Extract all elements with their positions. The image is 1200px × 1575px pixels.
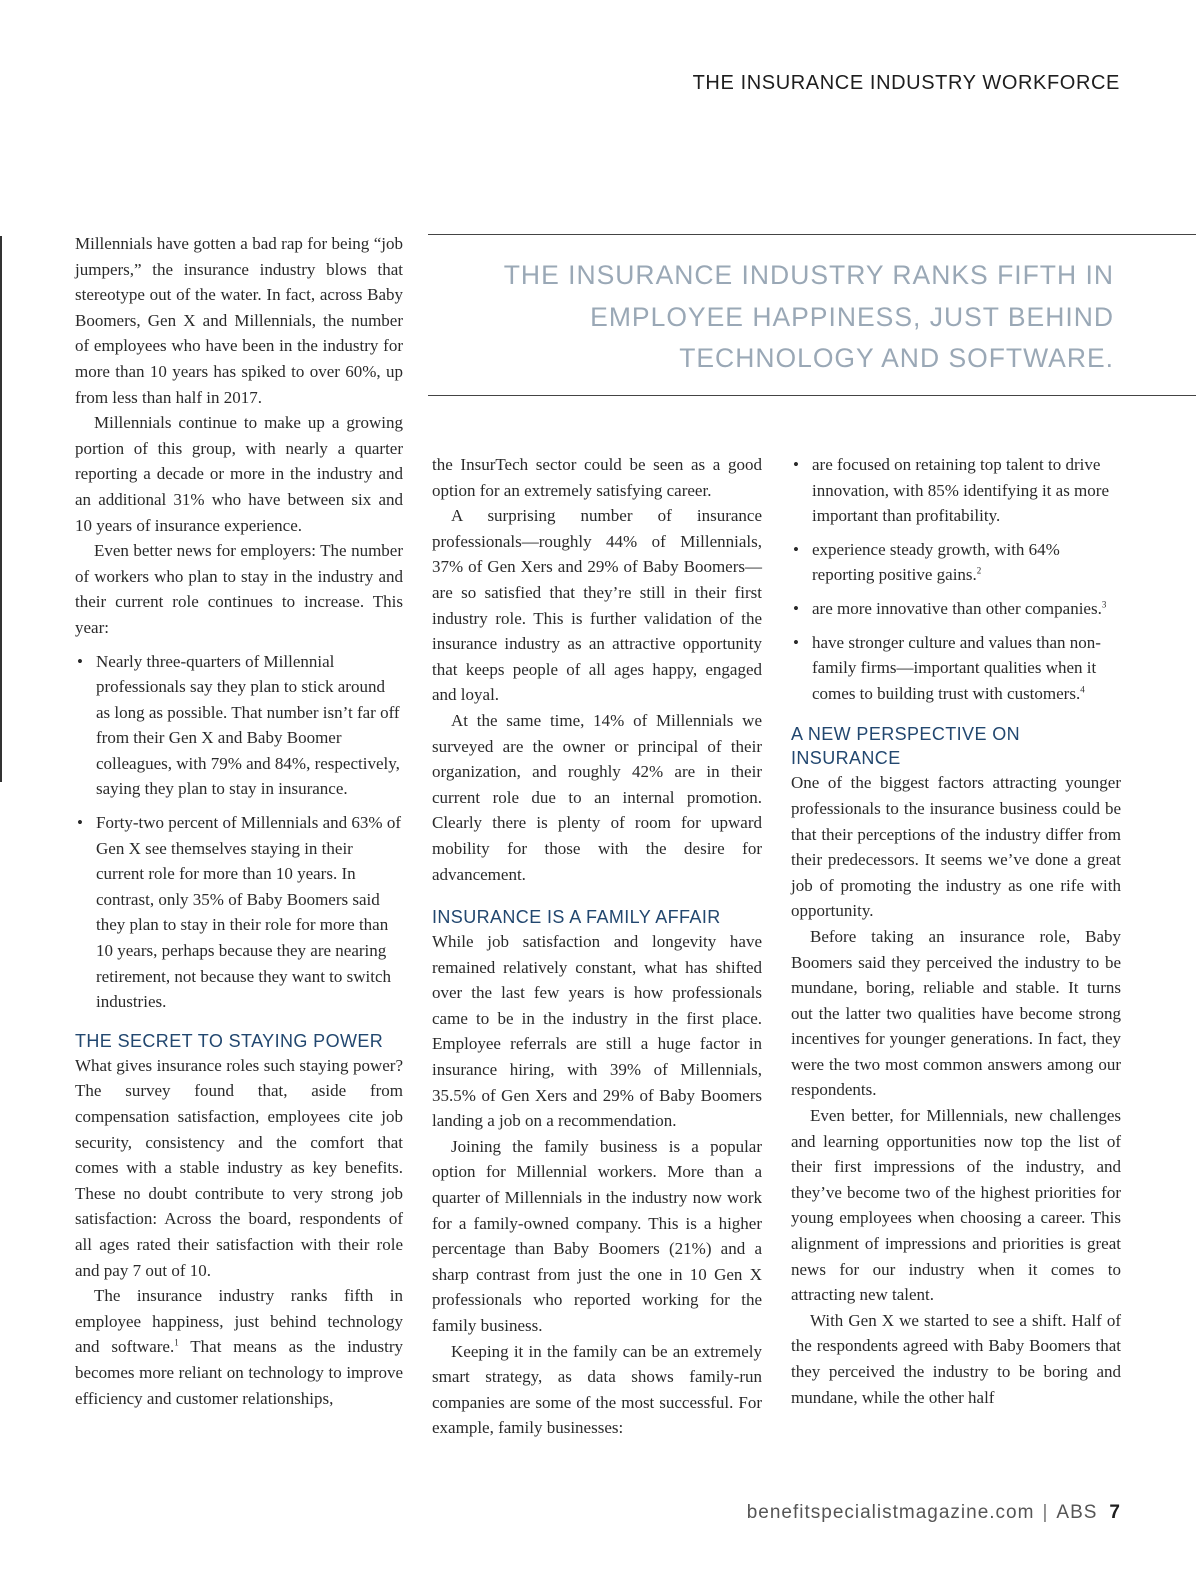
website-link[interactable]: benefitspecialistmagazine.com xyxy=(746,1502,1035,1523)
list-item-text: have stronger culture and values than non-family firms—important qualities when it comes to building trust with customers. xyxy=(812,632,1101,703)
section-heading: INSURANCE IS A FAMILY AFFAIR xyxy=(432,907,721,928)
publication-name: ABS xyxy=(1056,1502,1098,1523)
paragraph: Even better news for employers: The number of workers who plan to stay in the industry and their current role continues to increase. This year: xyxy=(75,541,403,637)
footnote-ref: 1 xyxy=(174,1337,179,1348)
page-number: 7 xyxy=(1109,1502,1120,1523)
footer-separator: | xyxy=(1042,1502,1049,1523)
running-header: THE INSURANCE INDUSTRY WORKFORCE xyxy=(692,72,1120,94)
paragraph xyxy=(75,1283,403,1411)
bullet-list xyxy=(75,649,403,1015)
paragraph-text: That means as the industry becomes more reliant on technology to improve efficiency and customer relationships, xyxy=(75,1337,403,1408)
list-item-text: experience steady growth, with 64% reporting positive gains. xyxy=(812,539,1060,585)
list-item xyxy=(791,596,1121,622)
pull-quote-box xyxy=(428,234,1196,396)
paragraph: One of the biggest factors attracting younger professionals to the insurance business could be that their perceptions of the industry differ from their predecessors. It seems we’ve done a great job of promoting the industry as one rife with opportunity. xyxy=(791,773,1121,921)
paragraph: Keeping it in the family can be an extremely smart strategy, as data shows family-run companies are some of the most successful. For example, family businesses: xyxy=(432,1341,762,1438)
paragraph-text: The insurance industry ranks fifth in employee happiness, just behind technology and software. xyxy=(75,1286,403,1357)
list-item: • Forty-two percent of Millennials and 63% of Gen X see themselves staying in their current role for more than 10 years. In contrast, only 35% of Baby Boomers said they plan to stay in their role for more than 10 years, perhaps because they are nearing retirement, not because they want to switch industries. xyxy=(75,810,403,1015)
paragraph: the InsurTech sector could be seen as a good option for an extremely satisfying career. xyxy=(432,455,762,500)
paragraph: Millennials have gotten a bad rap for being “job jumpers,” the insurance industry blows that stereotype out of the water. In fact, across Baby Boomers, Gen X and Millennials, the number of employees who have been in the industry for more than 10 years has spiked to over 60%, up from less than half in 2017. xyxy=(75,234,403,407)
list-item-text: are more innovative than other companies. xyxy=(812,598,1102,618)
footnote-ref: 3 xyxy=(1101,599,1107,610)
pull-quote: THE INSURANCE INDUSTRY RANKS FIFTH IN EMPLOYEE HAPPINESS, JUST BEHIND TECHNOLOGY AND SOFTWARE. xyxy=(503,260,1114,373)
list-item xyxy=(791,630,1121,707)
page-footer xyxy=(747,1502,1120,1524)
column-3 xyxy=(791,452,1121,1410)
section-heading: THE SECRET TO STAYING POWER xyxy=(75,1030,384,1051)
paragraph: What gives insurance roles such staying power? The survey found that, aside from compensation satisfaction, employees cite job security, consistency and the comfort that comes with a stable industry as key benefits. These no doubt contribute to very strong job satisfaction: Across the board, respondents of all ages rated their satisfaction with their role and pay 7 out of 10. xyxy=(75,1055,403,1280)
edge-rule xyxy=(0,236,2,782)
column-1 xyxy=(75,231,403,1411)
paragraph: At the same time, 14% of Millennials we surveyed are the owner or principal of their organization, and roughly 42% are in their current role due to an internal promotion. Clearly there is plenty of room for upward mobility for those with the desire for advancement. xyxy=(432,710,762,884)
paragraph: With Gen X we started to see a shift. Half of the respondents agreed with Baby Boomers that they perceived the industry to be boring and mundane, while the other half xyxy=(791,1310,1121,1407)
footnote-ref: 4 xyxy=(1080,684,1085,695)
paragraph: While job satisfaction and longevity have remained relatively constant, what has shifted over the last few years is how professionals came to be in the industry in the first place. Employee referrals are still a huge factor in insurance hiring, with 39% of Millennials, 35.5% of Gen Xers and 29% of Baby Boomers landing a job on a recommendation. xyxy=(432,932,762,1131)
list-item: • Nearly three-quarters of Millennial professionals say they plan to stick around as long as possible. That number isn’t far off from their Gen X and Baby Boomer colleagues, with 79% and 84%, respectively, saying they plan to stay in insurance. xyxy=(75,649,403,803)
column-2 xyxy=(432,452,762,1441)
paragraph: Millennials continue to make up a growing portion of this group, with nearly a quarter reporting a decade or more in the industry and an additional 31% who have between six and 10 years of insurance experience. xyxy=(75,413,403,535)
paragraph: A surprising number of insurance professionals—roughly 44% of Millennials, 37% of Gen Xers and 29% of Baby Boomers—are so satisfied that they’re still in their first industry role. This is further validation of the insurance industry as an attractive opportunity that keeps people of all ages happy, engaged and loyal. xyxy=(432,506,762,705)
paragraph: Joining the family business is a popular option for Millennial workers. More than a quarter of Millennials in the industry now work for a family-owned company. This is a higher percentage than Baby Boomers (21%) and a sharp contrast from just the one in 10 Gen X professionals who reported working for the family business. xyxy=(432,1136,762,1335)
list-item xyxy=(791,452,1121,529)
paragraph: Even better, for Millennials, new challenges and learning opportunities now top the list of their first impressions of the industry, and they’ve become two of the highest priorities for young employees when choosing a career. This alignment of impressions and priorities is great news for our industry when it comes to attracting new talent. xyxy=(791,1106,1121,1305)
list-item xyxy=(791,537,1121,588)
section-heading: A NEW PERSPECTIVE ON INSURANCE xyxy=(791,724,1021,769)
bullet-list xyxy=(791,452,1121,706)
paragraph: Before taking an insurance role, Baby Boomers said they perceived the industry to be mundane, boring, reliable and stable. It turns out the latter two qualities have become strong incentives for younger generations. In fact, they were the two most common answers among our respondents. xyxy=(791,926,1121,1100)
footnote-ref: 2 xyxy=(976,565,982,576)
list-item-text: are focused on retaining top talent to drive innovation, with 85% identifying it as more important than profitability. xyxy=(812,455,1109,526)
